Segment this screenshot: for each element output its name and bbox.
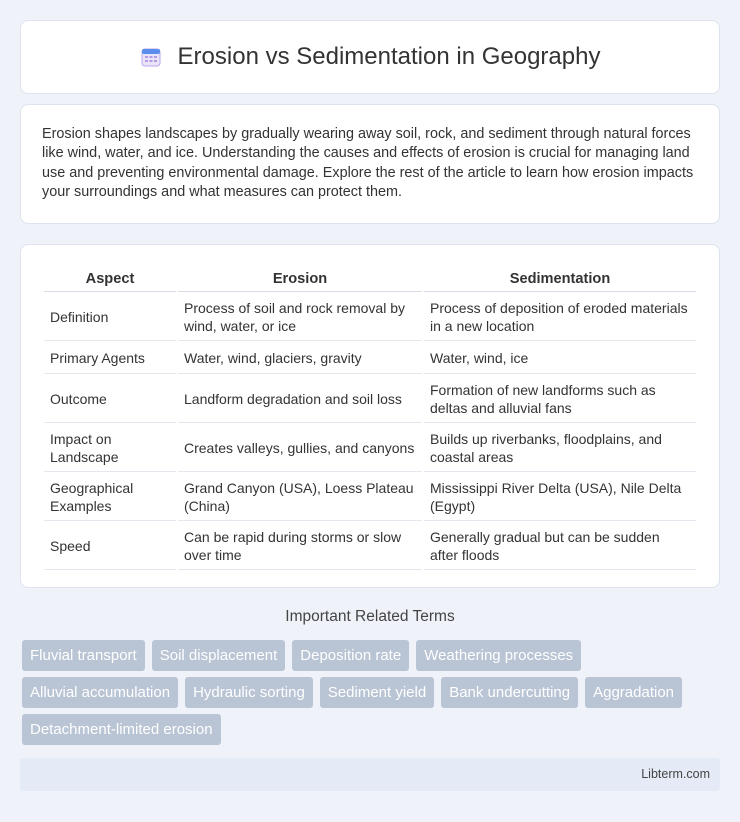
related-term-tag[interactable]: Aggradation bbox=[585, 677, 682, 708]
calendar-icon bbox=[140, 46, 162, 68]
column-header: Aspect bbox=[44, 267, 176, 292]
related-term-tag[interactable]: Sediment yield bbox=[320, 677, 434, 708]
table-cell: Generally gradual but can be sudden after floods bbox=[424, 523, 696, 570]
table-cell: Builds up riverbanks, floodplains, and coastal areas bbox=[424, 425, 696, 472]
table-cell: Formation of new landforms such as deltas and alluvial fans bbox=[424, 376, 696, 423]
table-cell: Definition bbox=[44, 294, 176, 341]
table-row bbox=[44, 425, 696, 472]
comparison-card bbox=[20, 244, 720, 588]
column-header: Erosion bbox=[178, 267, 422, 292]
table-cell: Mississippi River Delta (USA), Nile Delta (Egypt) bbox=[424, 474, 696, 521]
table-cell: Speed bbox=[44, 523, 176, 570]
related-term-tag[interactable]: Detachment-limited erosion bbox=[22, 714, 221, 745]
table-row bbox=[44, 294, 696, 341]
related-terms-list bbox=[22, 640, 722, 745]
table-row bbox=[44, 523, 696, 570]
related-terms-heading: Important Related Terms bbox=[285, 608, 455, 625]
table-cell: Creates valleys, gullies, and canyons bbox=[178, 425, 422, 472]
table-cell: Process of deposition of eroded materials in a new location bbox=[424, 294, 696, 341]
page-title: Erosion vs Sedimentation in Geography bbox=[177, 43, 601, 70]
footer bbox=[20, 758, 720, 791]
related-term-tag[interactable]: Alluvial accumulation bbox=[22, 677, 178, 708]
related-term-tag[interactable]: Deposition rate bbox=[292, 640, 409, 671]
title-card bbox=[20, 20, 720, 94]
related-term-tag[interactable]: Weathering processes bbox=[416, 640, 581, 671]
table-row bbox=[44, 474, 696, 521]
table-cell: Process of soil and rock removal by wind, water, or ice bbox=[178, 294, 422, 341]
table-row bbox=[44, 376, 696, 423]
related-term-tag[interactable]: Soil displacement bbox=[152, 640, 286, 671]
table-cell: Water, wind, glaciers, gravity bbox=[178, 343, 422, 374]
table-cell: Grand Canyon (USA), Loess Plateau (China) bbox=[178, 474, 422, 521]
related-term-tag[interactable]: Bank undercutting bbox=[441, 677, 578, 708]
table-row bbox=[44, 343, 696, 374]
table-cell: Can be rapid during storms or slow over time bbox=[178, 523, 422, 570]
column-header: Sedimentation bbox=[424, 267, 696, 292]
table-header-row bbox=[44, 267, 696, 292]
related-term-tag[interactable]: Fluvial transport bbox=[22, 640, 145, 671]
comparison-table bbox=[42, 265, 698, 572]
table-cell: Geographical Examples bbox=[44, 474, 176, 521]
intro-card bbox=[20, 104, 720, 224]
table-cell: Impact on Landscape bbox=[44, 425, 176, 472]
table-cell: Primary Agents bbox=[44, 343, 176, 374]
related-term-tag[interactable]: Hydraulic sorting bbox=[185, 677, 313, 708]
footer-site-link[interactable]: Libterm.com bbox=[641, 767, 710, 781]
table-cell: Water, wind, ice bbox=[424, 343, 696, 374]
table-cell: Outcome bbox=[44, 376, 176, 423]
intro-text: Erosion shapes landscapes by gradually wearing away soil, rock, and sediment through natural forces like wind, water, and ice. Understanding the causes and effects of erosion is crucial for managing land use and preventing environmental damage. Explore the rest of the article to learn how erosion impacts your surroundings and what measures can protect them. bbox=[42, 126, 694, 201]
table-cell: Landform degradation and soil loss bbox=[178, 376, 422, 423]
